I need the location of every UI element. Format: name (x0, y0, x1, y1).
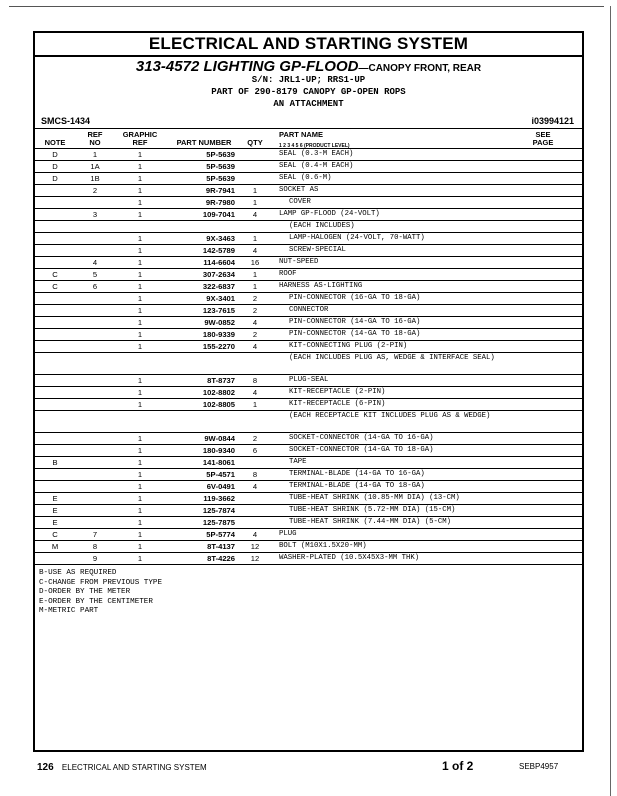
table-row (35, 399, 582, 411)
note-legend-item: B-USE AS REQUIRED (39, 569, 117, 577)
qty-cell: 2 (252, 330, 258, 339)
part-number-cell: 307-2634 (202, 270, 235, 279)
qty-cell: 2 (252, 306, 258, 315)
part-number-cell: 8T-4226 (207, 554, 235, 563)
qty-cell: 8 (252, 376, 258, 385)
graphic-ref-cell: 1 (137, 458, 143, 467)
table-row (35, 329, 582, 341)
note-legend-item: D-ORDER BY THE METER (39, 588, 131, 596)
note-cell: E (52, 494, 58, 503)
parts-table (35, 149, 582, 565)
footer-left (37, 762, 207, 773)
col-graphic-ref: GRAPHIC REF (122, 130, 158, 147)
notes-legend (39, 569, 162, 617)
part-number-cell: 102-8805 (202, 400, 235, 409)
part-number-cell: 9X-3401 (206, 294, 235, 303)
part-number-cell: 180-9340 (202, 446, 235, 455)
part-name-cell: SCREW-SPECIAL (289, 246, 346, 254)
attachment-line: AN ATTACHMENT (273, 99, 344, 109)
footer-doc-code: SEBP4957 (519, 762, 559, 771)
part-name-cell: TUBE-HEAT SHRINK (7.44-MM DIA) (5-CM) (289, 518, 452, 526)
part-number-cell: 5P-5774 (206, 530, 235, 539)
part-name-cell: TERMINAL-BLADE (14-GA TO 18-GA) (289, 482, 425, 490)
ref-no-cell: 2 (92, 186, 98, 195)
table-row (35, 457, 582, 469)
graphic-ref-cell: 1 (137, 186, 143, 195)
part-number-cell: 5P-5639 (206, 174, 235, 183)
graphic-ref-cell: 1 (137, 150, 143, 159)
table-row (35, 375, 582, 387)
part-name-cell: PLUG (279, 530, 297, 538)
part-name-cell: WASHER-PLATED (10.5X45X3-MM THK) (279, 554, 420, 562)
document-id: i03994121 (531, 116, 574, 126)
part-number-cell: 119-3662 (203, 494, 235, 503)
ref-no-cell: 4 (92, 258, 98, 267)
table-row (35, 553, 582, 565)
ref-no-cell: 1B (90, 174, 100, 183)
table-row (35, 517, 582, 529)
qty-cell: 1 (252, 186, 258, 195)
qty-cell: 16 (250, 258, 260, 267)
table-row (35, 305, 582, 317)
part-name-cell: PLUG-SEAL (289, 376, 329, 384)
graphic-ref-cell: 1 (137, 318, 143, 327)
part-number-cell: 9W-0852 (204, 318, 235, 327)
table-row (35, 269, 582, 281)
qty-cell: 4 (252, 318, 258, 327)
col-ref-no: REF NO (87, 130, 103, 147)
graphic-ref-cell: 1 (137, 198, 143, 207)
col-qty: QTY (247, 138, 263, 147)
table-row (35, 481, 582, 493)
table-row (35, 173, 582, 185)
part-name-cell: SEAL (0.3-M EACH) (279, 150, 354, 158)
table-row (35, 411, 582, 433)
qty-cell: 1 (252, 234, 258, 243)
footer-page-of: 1 of 2 (442, 759, 474, 773)
part-name-cell: PIN-CONNECTOR (16-GA TO 18-GA) (289, 294, 421, 302)
col-part-number: PART NUMBER (176, 138, 232, 147)
part-name-cell: KIT-RECEPTACLE (2-PIN) (289, 388, 386, 396)
qty-cell: 4 (252, 342, 258, 351)
qty-cell: 1 (252, 270, 258, 279)
ref-no-cell: 1A (90, 162, 100, 171)
graphic-ref-cell: 1 (137, 518, 143, 527)
part-number-cell: 5P-5639 (206, 162, 235, 171)
table-row (35, 209, 582, 221)
note-legend-item: M-METRIC PART (39, 607, 99, 615)
part-name-cell: NUT-SPEED (279, 258, 319, 266)
note-cell: D (52, 150, 58, 159)
table-row (35, 529, 582, 541)
part-name-cell: ROOF (279, 270, 297, 278)
part-number-cell: 155-2270 (202, 342, 235, 351)
group-heading (35, 58, 582, 75)
serial-line: S/N: JRL1-UP; RRS1-UP (251, 75, 366, 85)
part-name-cell: BOLT (M10X1.5X20-MM) (279, 542, 367, 550)
part-number-cell: 6V-0491 (206, 482, 235, 491)
part-number-cell: 125-7875 (202, 518, 235, 527)
section-title: ELECTRICAL AND STARTING SYSTEM (35, 33, 582, 57)
part-name-cell: TAPE (289, 458, 307, 466)
part-number-cell: 114-6604 (203, 258, 235, 267)
graphic-ref-cell: 1 (137, 282, 143, 291)
note-cell: B (52, 458, 58, 467)
qty-cell: 6 (252, 446, 258, 455)
table-row (35, 161, 582, 173)
table-row (35, 245, 582, 257)
table-row (35, 233, 582, 245)
graphic-ref-cell: 1 (137, 306, 143, 315)
ref-no-cell: 6 (92, 282, 98, 291)
part-of-line: PART OF 290-8179 CANOPY GP-OPEN ROPS (211, 87, 406, 97)
qty-cell: 2 (252, 434, 258, 443)
ref-no-cell: 7 (92, 530, 98, 539)
graphic-ref-cell: 1 (137, 400, 143, 409)
parts-page-frame (33, 31, 584, 752)
col-product-level: 1 2 3 4 5 6 (PRODUCT LEVEL) (279, 143, 350, 149)
part-number-cell: 9W-0844 (204, 434, 235, 443)
qty-cell: 4 (252, 246, 258, 255)
part-name-cell: TERMINAL-BLADE (14-GA TO 16-GA) (289, 470, 425, 478)
qty-cell: 12 (250, 554, 260, 563)
part-name-cell: TUBE-HEAT SHRINK (10.85-MM DIA) (13-CM) (289, 494, 460, 502)
graphic-ref-cell: 1 (137, 270, 143, 279)
part-number-cell: 8T-8737 (207, 376, 235, 385)
graphic-ref-cell: 1 (137, 482, 143, 491)
table-row (35, 341, 582, 353)
group-part-number: 313-4572 (135, 58, 200, 75)
table-row (35, 433, 582, 445)
table-row (35, 281, 582, 293)
note-cell: C (52, 270, 58, 279)
part-name-cell: KIT-RECEPTACLE (6-PIN) (289, 400, 386, 408)
graphic-ref-cell: 1 (137, 162, 143, 171)
qty-cell: 2 (252, 294, 258, 303)
qty-cell: 4 (252, 530, 258, 539)
note-cell: D (52, 162, 58, 171)
graphic-ref-cell: 1 (137, 434, 143, 443)
ref-no-cell: 3 (92, 210, 98, 219)
note-legend-item: C-CHANGE FROM PREVIOUS TYPE (39, 578, 163, 587)
table-row (35, 387, 582, 399)
part-number-cell: 322-6837 (202, 282, 235, 291)
part-name-cell: SOCKET-CONNECTOR (14-GA TO 18-GA) (289, 446, 434, 454)
footer-page-number: 126 (37, 762, 54, 773)
graphic-ref-cell: 1 (137, 554, 143, 563)
col-note: NOTE (44, 138, 66, 147)
table-row (35, 353, 582, 375)
footer-section-name: ELECTRICAL AND STARTING SYSTEM (61, 763, 207, 772)
graphic-ref-cell: 1 (137, 542, 143, 551)
part-name-cell: COVER (289, 198, 311, 206)
ref-no-cell: 8 (92, 542, 98, 551)
qty-cell: 4 (252, 482, 258, 491)
table-row (35, 469, 582, 481)
col-part-name: PART NAME (279, 130, 324, 139)
graphic-ref-cell: 1 (137, 446, 143, 455)
table-row (35, 541, 582, 553)
part-name-cell: SEAL (0.6-M) (279, 174, 332, 182)
note-cell: C (52, 282, 58, 291)
graphic-ref-cell: 1 (137, 342, 143, 351)
graphic-ref-cell: 1 (137, 246, 143, 255)
graphic-ref-cell: 1 (137, 494, 143, 503)
ref-no-cell: 5 (92, 270, 98, 279)
right-edge-rule (610, 6, 611, 796)
graphic-ref-cell: 1 (137, 174, 143, 183)
part-name-cell: SOCKET AS (279, 186, 319, 194)
qty-cell: 4 (252, 388, 258, 397)
qty-cell: 1 (252, 198, 258, 207)
graphic-ref-cell: 1 (137, 234, 143, 243)
qty-cell: 4 (252, 210, 258, 219)
table-row (35, 149, 582, 161)
graphic-ref-cell: 1 (137, 376, 143, 385)
table-row (35, 445, 582, 457)
note-cell: E (52, 506, 58, 515)
table-row (35, 317, 582, 329)
note-legend-item: E-ORDER BY THE CENTIMETER (39, 597, 153, 606)
part-name-cell: KIT-CONNECTING PLUG (2-PIN) (289, 342, 408, 350)
note-cell: M (51, 542, 59, 551)
ref-no-cell: 9 (92, 554, 98, 563)
note-cell: C (52, 530, 58, 539)
part-number-cell: 180-9339 (202, 330, 235, 339)
part-name-cell: CONNECTOR (289, 306, 329, 314)
part-number-cell: 9R-7980 (205, 198, 235, 207)
note-cell: D (52, 174, 58, 183)
part-name-cell: LAMP GP-FLOOD (24-VOLT) (279, 210, 380, 218)
part-number-cell: 141-8061 (202, 458, 235, 467)
group-name: LIGHTING GP-FLOOD (203, 58, 359, 75)
table-row (35, 493, 582, 505)
part-name-cell: PIN-CONNECTOR (14-GA TO 16-GA) (289, 318, 421, 326)
part-name-cell: (EACH INCLUDES) (289, 222, 355, 230)
note-cell: E (52, 518, 58, 527)
part-name-cell: SOCKET-CONNECTOR (14-GA TO 16-GA) (289, 434, 434, 442)
part-name-cell: PIN-CONNECTOR (14-GA TO 18-GA) (289, 330, 421, 338)
part-number-cell: 9X-3463 (206, 234, 235, 243)
part-number-cell: 142-5789 (202, 246, 235, 255)
part-number-cell: 109-7041 (202, 210, 235, 219)
graphic-ref-cell: 1 (137, 506, 143, 515)
part-name-cell: LAMP-HALOGEN (24-VOLT, 70-WATT) (289, 234, 425, 242)
qty-cell: 12 (250, 542, 260, 551)
part-number-cell: 8T-4137 (207, 542, 235, 551)
part-number-cell: 123-7615 (202, 306, 235, 315)
table-row (35, 185, 582, 197)
graphic-ref-cell: 1 (137, 470, 143, 479)
part-name-cell: (EACH INCLUDES PLUG AS, WEDGE & INTERFACE SEAL) (289, 354, 495, 362)
graphic-ref-cell: 1 (137, 530, 143, 539)
table-row (35, 505, 582, 517)
part-name-cell: TUBE-HEAT SHRINK (5.72-MM DIA) (15-CM) (289, 506, 456, 514)
smcs-code: SMCS-1434 (41, 116, 91, 126)
graphic-ref-cell: 1 (137, 294, 143, 303)
header-top-rule (35, 128, 582, 129)
part-number-cell: 5P-4571 (206, 470, 235, 479)
ref-no-cell: 1 (92, 150, 98, 159)
part-number-cell: 102-8802 (202, 388, 235, 397)
table-row (35, 257, 582, 269)
part-number-cell: 9R-7941 (205, 186, 235, 195)
part-number-cell: 5P-5639 (206, 150, 235, 159)
part-name-cell: SEAL (0.4-M EACH) (279, 162, 354, 170)
graphic-ref-cell: 1 (137, 258, 143, 267)
part-name-cell: HARNESS AS-LIGHTING (279, 282, 363, 290)
graphic-ref-cell: 1 (137, 210, 143, 219)
table-row (35, 221, 582, 233)
qty-cell: 1 (252, 282, 258, 291)
graphic-ref-cell: 1 (137, 388, 143, 397)
part-name-cell: (EACH RECEPTACLE KIT INCLUDES PLUG AS & WEDGE) (289, 412, 491, 420)
part-number-cell: 125-7874 (202, 506, 235, 515)
top-rule (9, 6, 604, 7)
col-see-page: SEE PAGE (532, 130, 554, 147)
table-row (35, 293, 582, 305)
group-suffix: —CANOPY FRONT, REAR (358, 63, 482, 74)
graphic-ref-cell: 1 (137, 330, 143, 339)
table-row (35, 197, 582, 209)
qty-cell: 8 (252, 470, 258, 479)
qty-cell: 1 (252, 400, 258, 409)
